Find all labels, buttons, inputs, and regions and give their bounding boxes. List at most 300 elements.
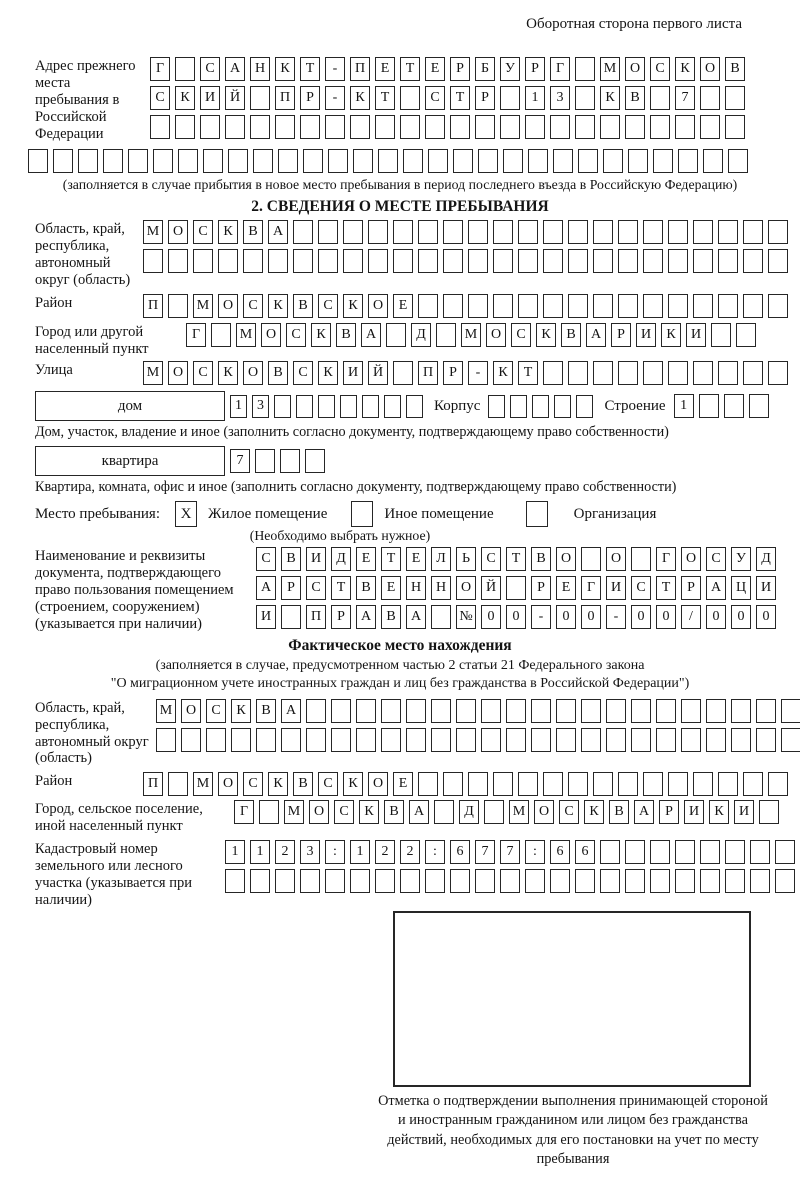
char-box[interactable] <box>700 115 720 139</box>
char-box[interactable]: О <box>243 361 263 385</box>
char-box[interactable]: С <box>286 323 306 347</box>
char-box[interactable]: В <box>293 294 313 318</box>
char-box[interactable]: В <box>268 361 288 385</box>
char-box[interactable] <box>53 149 73 173</box>
char-box[interactable] <box>618 294 638 318</box>
char-box[interactable] <box>650 869 670 893</box>
char-box[interactable] <box>434 800 454 824</box>
char-box[interactable] <box>168 772 188 796</box>
char-box[interactable] <box>481 699 501 723</box>
char-box[interactable] <box>675 840 695 864</box>
char-box[interactable]: К <box>350 86 370 110</box>
char-box[interactable]: И <box>306 547 326 571</box>
char-box[interactable] <box>28 149 48 173</box>
char-box[interactable]: М <box>461 323 481 347</box>
char-box[interactable] <box>725 86 745 110</box>
char-box[interactable] <box>350 115 370 139</box>
char-box[interactable] <box>531 699 551 723</box>
char-box[interactable]: Ц <box>731 576 751 600</box>
char-box[interactable] <box>253 149 273 173</box>
char-box[interactable]: 3 <box>300 840 320 864</box>
char-box[interactable] <box>268 249 288 273</box>
char-box[interactable]: И <box>636 323 656 347</box>
char-box[interactable]: А <box>361 323 381 347</box>
char-box[interactable] <box>418 249 438 273</box>
char-box[interactable] <box>436 323 456 347</box>
char-box[interactable]: К <box>661 323 681 347</box>
char-box[interactable] <box>225 115 245 139</box>
char-box[interactable]: 6 <box>575 840 595 864</box>
char-box[interactable]: К <box>675 57 695 81</box>
char-box[interactable]: С <box>511 323 531 347</box>
char-box[interactable] <box>78 149 98 173</box>
char-box[interactable]: - <box>325 86 345 110</box>
char-box[interactable]: М <box>193 772 213 796</box>
char-box[interactable]: 1 <box>674 394 694 418</box>
char-box[interactable] <box>553 149 573 173</box>
char-box[interactable]: О <box>368 772 388 796</box>
char-box[interactable] <box>593 249 613 273</box>
char-box[interactable] <box>525 115 545 139</box>
char-box[interactable]: С <box>318 294 338 318</box>
char-box[interactable] <box>554 395 571 418</box>
char-box[interactable] <box>293 220 313 244</box>
char-box[interactable] <box>281 605 301 629</box>
char-box[interactable]: М <box>143 361 163 385</box>
char-box[interactable] <box>343 220 363 244</box>
char-box[interactable] <box>393 220 413 244</box>
char-box[interactable] <box>600 115 620 139</box>
char-box[interactable] <box>631 547 651 571</box>
char-box[interactable]: О <box>625 57 645 81</box>
char-box[interactable] <box>693 772 713 796</box>
char-box[interactable]: А <box>268 220 288 244</box>
char-box[interactable]: Г <box>656 547 676 571</box>
char-box[interactable]: 7 <box>500 840 520 864</box>
char-box[interactable]: И <box>256 605 276 629</box>
char-box[interactable] <box>550 869 570 893</box>
char-box[interactable]: К <box>231 699 251 723</box>
char-box[interactable] <box>175 115 195 139</box>
char-box[interactable]: А <box>406 605 426 629</box>
char-box[interactable] <box>384 395 401 418</box>
char-box[interactable] <box>350 869 370 893</box>
char-box[interactable] <box>668 361 688 385</box>
char-box[interactable]: В <box>256 699 276 723</box>
char-box[interactable]: О <box>556 547 576 571</box>
char-box[interactable] <box>500 869 520 893</box>
char-box[interactable] <box>768 249 788 273</box>
char-box[interactable]: А <box>225 57 245 81</box>
char-box[interactable] <box>531 728 551 752</box>
char-box[interactable]: К <box>175 86 195 110</box>
char-box[interactable] <box>178 149 198 173</box>
char-box[interactable]: К <box>343 772 363 796</box>
char-box[interactable]: К <box>343 294 363 318</box>
char-box[interactable] <box>743 249 763 273</box>
char-box[interactable] <box>343 249 363 273</box>
char-box[interactable]: С <box>481 547 501 571</box>
char-box[interactable] <box>731 699 751 723</box>
char-box[interactable] <box>718 249 738 273</box>
char-box[interactable] <box>768 220 788 244</box>
char-box[interactable] <box>150 115 170 139</box>
char-box[interactable]: Р <box>331 605 351 629</box>
char-box[interactable] <box>250 869 270 893</box>
char-box[interactable] <box>206 728 226 752</box>
char-box[interactable] <box>418 294 438 318</box>
char-box[interactable] <box>756 728 776 752</box>
char-box[interactable]: Т <box>450 86 470 110</box>
char-box[interactable] <box>756 699 776 723</box>
char-box[interactable]: 7 <box>675 86 695 110</box>
char-box[interactable]: Е <box>425 57 445 81</box>
char-box[interactable] <box>418 772 438 796</box>
char-box[interactable]: И <box>606 576 626 600</box>
char-box[interactable] <box>693 294 713 318</box>
char-box[interactable] <box>675 869 695 893</box>
char-box[interactable] <box>581 699 601 723</box>
char-box[interactable] <box>211 323 231 347</box>
char-box[interactable]: М <box>193 294 213 318</box>
char-box[interactable]: С <box>206 699 226 723</box>
char-box[interactable] <box>274 395 291 418</box>
char-box[interactable]: О <box>168 220 188 244</box>
char-box[interactable] <box>568 294 588 318</box>
char-box[interactable] <box>568 772 588 796</box>
char-box[interactable] <box>775 869 795 893</box>
char-box[interactable] <box>443 772 463 796</box>
char-box[interactable] <box>428 149 448 173</box>
char-box[interactable]: В <box>609 800 629 824</box>
char-box[interactable] <box>575 57 595 81</box>
char-box[interactable]: Б <box>475 57 495 81</box>
checkbox-other-premises[interactable] <box>351 501 373 527</box>
char-box[interactable] <box>581 547 601 571</box>
char-box[interactable]: К <box>584 800 604 824</box>
char-box[interactable] <box>743 294 763 318</box>
char-box[interactable] <box>556 728 576 752</box>
char-box[interactable] <box>606 728 626 752</box>
char-box[interactable] <box>668 220 688 244</box>
char-box[interactable] <box>650 86 670 110</box>
char-box[interactable]: И <box>756 576 776 600</box>
char-box[interactable] <box>643 361 663 385</box>
char-box[interactable]: Й <box>225 86 245 110</box>
char-box[interactable]: И <box>686 323 706 347</box>
char-box[interactable]: С <box>293 361 313 385</box>
char-box[interactable] <box>403 149 423 173</box>
char-box[interactable] <box>156 728 176 752</box>
char-box[interactable]: 0 <box>556 605 576 629</box>
char-box[interactable]: 0 <box>731 605 751 629</box>
char-box[interactable]: Р <box>300 86 320 110</box>
char-box[interactable] <box>278 149 298 173</box>
char-box[interactable] <box>493 772 513 796</box>
char-box[interactable]: Т <box>518 361 538 385</box>
char-box[interactable]: 1 <box>225 840 245 864</box>
char-box[interactable]: Т <box>300 57 320 81</box>
char-box[interactable]: М <box>143 220 163 244</box>
char-box[interactable] <box>362 395 379 418</box>
char-box[interactable]: П <box>306 605 326 629</box>
char-box[interactable] <box>668 294 688 318</box>
char-box[interactable]: 2 <box>400 840 420 864</box>
char-box[interactable] <box>318 249 338 273</box>
char-box[interactable]: Г <box>234 800 254 824</box>
char-box[interactable] <box>725 840 745 864</box>
char-box[interactable]: О <box>456 576 476 600</box>
char-box[interactable] <box>181 728 201 752</box>
char-box[interactable] <box>700 869 720 893</box>
char-box[interactable]: О <box>681 547 701 571</box>
char-box[interactable]: В <box>243 220 263 244</box>
char-box[interactable] <box>493 294 513 318</box>
char-box[interactable] <box>628 149 648 173</box>
char-box[interactable]: П <box>275 86 295 110</box>
char-box[interactable] <box>543 220 563 244</box>
char-box[interactable] <box>400 115 420 139</box>
char-box[interactable] <box>225 869 245 893</box>
char-box[interactable]: Й <box>368 361 388 385</box>
char-box[interactable] <box>550 115 570 139</box>
char-box[interactable] <box>475 115 495 139</box>
char-box[interactable]: У <box>731 547 751 571</box>
char-box[interactable] <box>306 699 326 723</box>
char-box[interactable]: С <box>243 772 263 796</box>
char-box[interactable]: Т <box>331 576 351 600</box>
char-box[interactable] <box>250 86 270 110</box>
char-box[interactable]: О <box>700 57 720 81</box>
char-box[interactable] <box>593 294 613 318</box>
char-box[interactable]: К <box>709 800 729 824</box>
char-box[interactable] <box>518 294 538 318</box>
char-box[interactable] <box>575 115 595 139</box>
char-box[interactable] <box>356 699 376 723</box>
char-box[interactable] <box>668 772 688 796</box>
char-box[interactable] <box>750 840 770 864</box>
char-box[interactable]: Е <box>356 547 376 571</box>
char-box[interactable]: С <box>559 800 579 824</box>
char-box[interactable] <box>193 249 213 273</box>
char-box[interactable] <box>650 115 670 139</box>
char-box[interactable]: Д <box>411 323 431 347</box>
char-box[interactable]: Н <box>431 576 451 600</box>
char-box[interactable]: Р <box>475 86 495 110</box>
char-box[interactable] <box>528 149 548 173</box>
char-box[interactable]: Р <box>525 57 545 81</box>
char-box[interactable]: С <box>256 547 276 571</box>
char-box[interactable] <box>406 699 426 723</box>
char-box[interactable]: Н <box>406 576 426 600</box>
char-box[interactable] <box>781 728 800 752</box>
char-box[interactable]: О <box>606 547 626 571</box>
char-box[interactable] <box>143 249 163 273</box>
char-box[interactable]: Р <box>443 361 463 385</box>
char-box[interactable] <box>618 772 638 796</box>
char-box[interactable] <box>303 149 323 173</box>
char-box[interactable]: 0 <box>656 605 676 629</box>
char-box[interactable] <box>300 869 320 893</box>
char-box[interactable]: В <box>531 547 551 571</box>
char-box[interactable]: К <box>268 772 288 796</box>
char-box[interactable] <box>228 149 248 173</box>
char-box[interactable]: М <box>156 699 176 723</box>
char-box[interactable]: Н <box>250 57 270 81</box>
char-box[interactable]: Ь <box>456 547 476 571</box>
char-box[interactable]: М <box>236 323 256 347</box>
char-box[interactable]: К <box>600 86 620 110</box>
char-box[interactable] <box>500 86 520 110</box>
char-box[interactable]: 3 <box>550 86 570 110</box>
char-box[interactable]: О <box>309 800 329 824</box>
char-box[interactable] <box>568 220 588 244</box>
char-box[interactable]: - <box>606 605 626 629</box>
char-box[interactable]: Р <box>659 800 679 824</box>
char-box[interactable] <box>643 294 663 318</box>
char-box[interactable] <box>768 772 788 796</box>
char-box[interactable] <box>700 840 720 864</box>
char-box[interactable]: Р <box>281 576 301 600</box>
char-box[interactable] <box>618 361 638 385</box>
char-box[interactable]: Г <box>150 57 170 81</box>
char-box[interactable] <box>518 772 538 796</box>
char-box[interactable]: С <box>306 576 326 600</box>
char-box[interactable] <box>353 149 373 173</box>
char-box[interactable]: С <box>318 772 338 796</box>
char-box[interactable] <box>203 149 223 173</box>
char-box[interactable] <box>375 869 395 893</box>
char-box[interactable] <box>425 115 445 139</box>
char-box[interactable] <box>693 220 713 244</box>
checkbox-residential[interactable]: X <box>175 501 197 527</box>
char-box[interactable] <box>331 728 351 752</box>
char-box[interactable] <box>259 800 279 824</box>
char-box[interactable]: П <box>143 294 163 318</box>
char-box[interactable]: В <box>384 800 404 824</box>
char-box[interactable]: : <box>425 840 445 864</box>
char-box[interactable] <box>400 86 420 110</box>
char-box[interactable]: В <box>356 576 376 600</box>
char-box[interactable] <box>625 115 645 139</box>
char-box[interactable] <box>575 869 595 893</box>
char-box[interactable] <box>381 728 401 752</box>
char-box[interactable]: Д <box>331 547 351 571</box>
char-box[interactable]: Р <box>611 323 631 347</box>
char-box[interactable]: О <box>168 361 188 385</box>
char-box[interactable] <box>506 728 526 752</box>
char-box[interactable] <box>450 115 470 139</box>
char-box[interactable]: О <box>218 772 238 796</box>
char-box[interactable]: А <box>281 699 301 723</box>
char-box[interactable] <box>443 294 463 318</box>
char-box[interactable] <box>103 149 123 173</box>
char-box[interactable]: Р <box>531 576 551 600</box>
checkbox-organization[interactable] <box>526 501 548 527</box>
char-box[interactable] <box>556 699 576 723</box>
char-box[interactable]: : <box>325 840 345 864</box>
char-box[interactable] <box>518 220 538 244</box>
char-box[interactable] <box>532 395 549 418</box>
char-box[interactable] <box>606 699 626 723</box>
char-box[interactable]: Е <box>556 576 576 600</box>
char-box[interactable] <box>340 395 357 418</box>
char-box[interactable] <box>218 249 238 273</box>
char-box[interactable]: - <box>325 57 345 81</box>
char-box[interactable]: А <box>586 323 606 347</box>
char-box[interactable] <box>318 395 335 418</box>
char-box[interactable]: В <box>281 547 301 571</box>
char-box[interactable]: П <box>143 772 163 796</box>
char-box[interactable] <box>450 869 470 893</box>
char-box[interactable] <box>600 840 620 864</box>
char-box[interactable]: Т <box>375 86 395 110</box>
char-box[interactable] <box>743 772 763 796</box>
char-box[interactable] <box>725 115 745 139</box>
char-box[interactable] <box>425 869 445 893</box>
char-box[interactable] <box>356 728 376 752</box>
char-box[interactable] <box>443 249 463 273</box>
char-box[interactable] <box>153 149 173 173</box>
char-box[interactable] <box>468 772 488 796</box>
char-box[interactable] <box>506 699 526 723</box>
char-box[interactable]: К <box>536 323 556 347</box>
char-box[interactable]: К <box>218 220 238 244</box>
char-box[interactable]: С <box>193 220 213 244</box>
char-box[interactable] <box>406 395 423 418</box>
char-box[interactable] <box>618 249 638 273</box>
char-box[interactable]: А <box>634 800 654 824</box>
char-box[interactable]: 0 <box>581 605 601 629</box>
char-box[interactable] <box>453 149 473 173</box>
char-box[interactable] <box>368 249 388 273</box>
char-box[interactable] <box>306 728 326 752</box>
char-box[interactable] <box>510 395 527 418</box>
char-box[interactable]: С <box>650 57 670 81</box>
char-box[interactable]: А <box>256 576 276 600</box>
char-box[interactable] <box>711 323 731 347</box>
char-box[interactable]: М <box>509 800 529 824</box>
char-box[interactable]: С <box>425 86 445 110</box>
char-box[interactable] <box>525 869 545 893</box>
char-box[interactable]: М <box>600 57 620 81</box>
char-box[interactable] <box>568 249 588 273</box>
char-box[interactable] <box>600 869 620 893</box>
char-box[interactable] <box>543 294 563 318</box>
char-box[interactable]: 0 <box>481 605 501 629</box>
char-box[interactable]: М <box>284 800 304 824</box>
char-box[interactable] <box>386 323 406 347</box>
char-box[interactable] <box>393 361 413 385</box>
char-box[interactable] <box>750 869 770 893</box>
char-box[interactable] <box>325 869 345 893</box>
char-box[interactable] <box>478 149 498 173</box>
char-box[interactable]: 1 <box>230 395 247 418</box>
char-box[interactable] <box>305 449 325 473</box>
char-box[interactable]: Е <box>393 294 413 318</box>
char-box[interactable] <box>318 220 338 244</box>
char-box[interactable] <box>128 149 148 173</box>
char-box[interactable]: Р <box>450 57 470 81</box>
char-box[interactable]: А <box>356 605 376 629</box>
char-box[interactable] <box>743 361 763 385</box>
char-box[interactable] <box>693 249 713 273</box>
char-box[interactable]: С <box>243 294 263 318</box>
char-box[interactable] <box>625 869 645 893</box>
char-box[interactable] <box>331 699 351 723</box>
char-box[interactable]: Т <box>506 547 526 571</box>
char-box[interactable] <box>656 728 676 752</box>
